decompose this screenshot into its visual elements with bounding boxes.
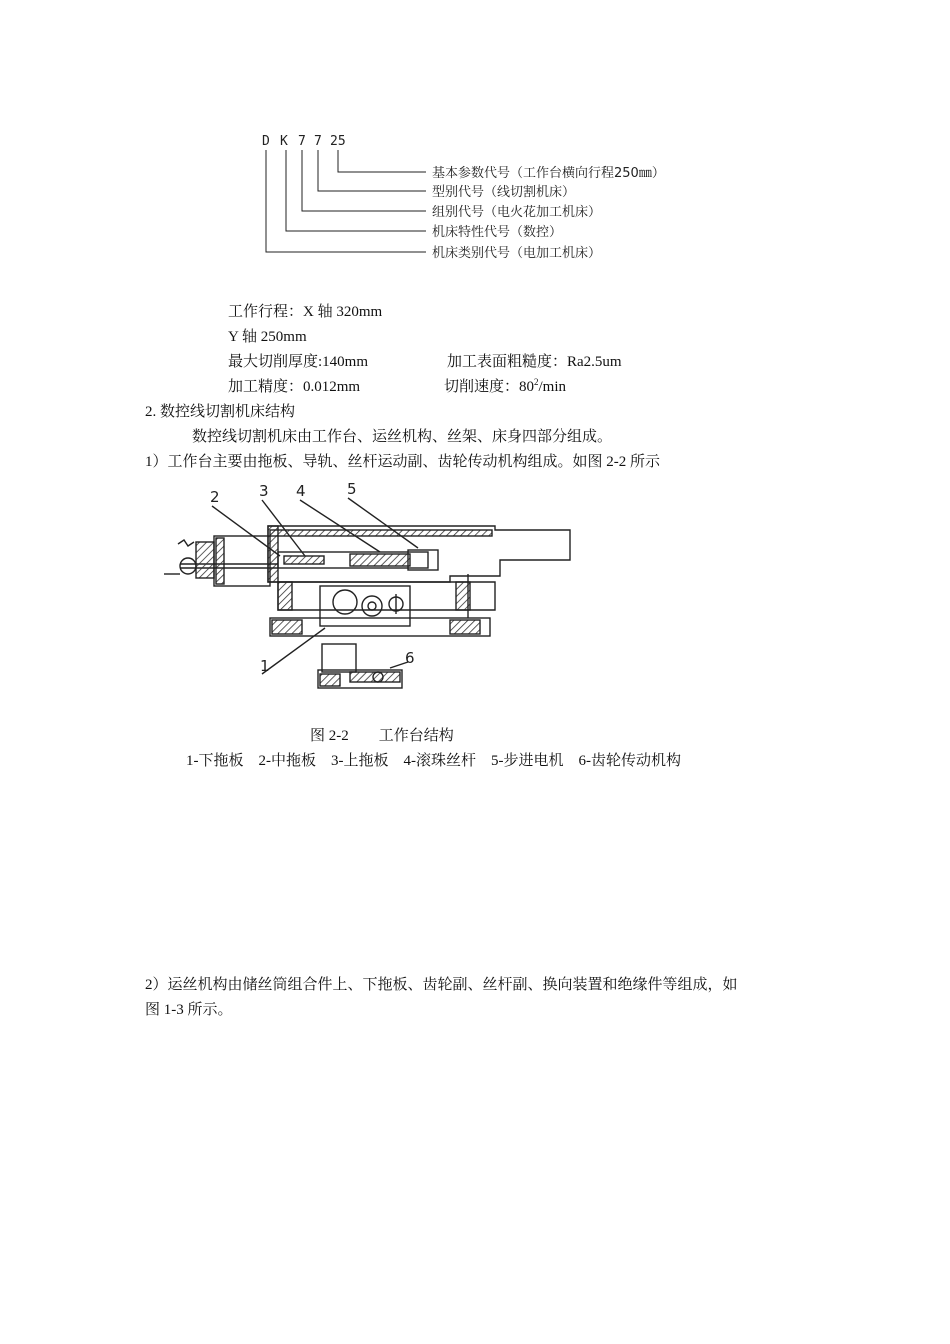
code-label-feature: 机床特性代号（数控） — [432, 225, 563, 240]
spec-travel-y: Y 轴 250mm — [228, 329, 307, 345]
code-label-basic-param: 基本参数代号（工作台横向行程250㎜） — [432, 166, 665, 181]
spec-precision: 加工精度：0.012mm — [228, 379, 361, 395]
callout-2: 2 — [210, 488, 220, 506]
callout-3: 3 — [259, 482, 269, 500]
spec-cut-speed: 切削速度：$80^2/\min$ — [444, 377, 567, 395]
spec-roughness: 加工表面粗糙度：Ra2.5um — [447, 354, 622, 370]
wire-mechanism-paragraph-line1: 2）运丝机构由储丝筒组合件上、下拖板、齿轮副、丝杆副、换向装置和绝缘件等组成，如 — [145, 977, 738, 993]
callout-5: 5 — [347, 480, 357, 498]
code-label-category: 机床类别代号（电加工机床） — [432, 246, 602, 261]
spec-travel-x: 工作行程：X 轴 320mm — [228, 304, 383, 320]
worktable-paragraph: 1）工作台主要由拖板、导轨、丝杆运动副、齿轮传动机构组成。如图 2-2 所示 — [145, 454, 660, 470]
code-digits-25: 25 — [330, 134, 346, 149]
spec-max-thickness: 最大切削厚度:140mm — [228, 354, 369, 370]
callout-1: 1 — [260, 657, 270, 675]
figure-legend: 1-下拖板 2-中拖板 3-上拖板 4-滚珠丝杆 5-步进电机 6-齿轮传动机构 — [186, 753, 681, 769]
section-intro: 数控线切割机床由工作台、运丝机构、丝架、床身四部分组成。 — [192, 429, 613, 445]
worktable-structure-figure — [150, 478, 590, 708]
code-digit-7a: 7 — [298, 134, 306, 149]
callout-4: 4 — [296, 482, 306, 500]
model-code-diagram — [250, 128, 730, 268]
code-letter-k: K — [280, 134, 288, 149]
code-digit-7b: 7 — [314, 134, 322, 149]
wire-mechanism-paragraph-line2: 图 1-3 所示。 — [145, 1002, 233, 1018]
figure-caption: 图 2-2 工作台结构 — [310, 728, 454, 744]
code-label-group: 组别代号（电火花加工机床） — [432, 205, 602, 220]
callout-6: 6 — [405, 649, 415, 667]
section-heading: 2. 数控线切割机床结构 — [145, 404, 296, 420]
code-label-type: 型别代号（线切割机床） — [432, 185, 576, 200]
code-letter-d: D — [262, 134, 270, 149]
